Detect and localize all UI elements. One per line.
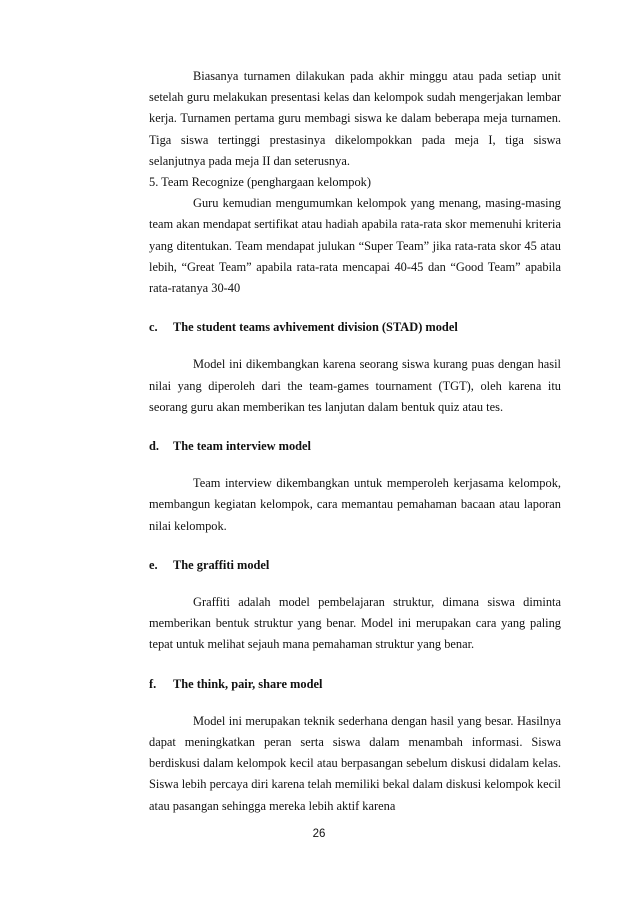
team-recognize-line: 5. Team Recognize (penghargaan kelompok) <box>149 175 371 190</box>
section-body-e: Graffiti adalah model pembelajaran struktur, dimana siswa diminta memberikan bentuk struktur yang benar. Model ini merupakan cara yang paling tepat untuk melihat sejauh mana pemahaman struktur yang benar. <box>149 595 561 652</box>
section-heading-c <box>149 317 561 338</box>
paragraph-team-recognize: Guru kemudian mengumumkan kelompok yang menang, masing-masing team akan mendapat sertifikat atau hadiah apabila rata-rata skor memenuhi kriteria yang ditentukan. Team mendapat julukan “Super Team” jika rata-rata skor 45 atau lebih, “Great Team” apabila rata-rata mencapai 40-45 dan “Good Team” apabila rata-ratanya 30-40 <box>149 196 561 296</box>
section-heading-d <box>149 436 561 457</box>
section-heading-e <box>149 555 561 576</box>
section-letter: f. <box>149 676 157 691</box>
section-letter: e. <box>149 557 158 572</box>
section-title: The team interview model <box>173 439 311 454</box>
section-body-f: Model ini merupakan teknik sederhana dengan hasil yang besar. Hasilnya dapat meningkatkan peran serta siswa dalam menambah informasi. Siswa berdiskusi dalam kelompok kecil atau berpasangan sebelum diskusi didalam kelas. Siswa lebih percaya diri karena telah memiliki bekal dalam diskusi kelompok kecil atau pasangan sehingga mereka lebih aktif karena <box>149 713 561 813</box>
section-title: The student teams avhivement division (STAD) model <box>173 320 458 335</box>
page-content <box>149 66 561 817</box>
section-title: The think, pair, share model <box>173 676 323 691</box>
page-number: 26 <box>312 828 326 840</box>
section-letter: d. <box>149 439 159 454</box>
section-letter: c. <box>149 320 158 335</box>
section-title: The graffiti model <box>173 557 270 572</box>
section-body-d: Team interview dikembangkan untuk memperoleh kerjasama kelompok, membangun kegiatan kelompok, cara memantau pemahaman bacaan atau laporan nilai kelompok. <box>149 476 561 533</box>
section-heading-f <box>149 674 561 695</box>
paragraph-turnamen: Biasanya turnamen dilakukan pada akhir minggu atau pada setiap unit setelah guru melakukan presentasi kelas dan kelompok sudah mengerjakan lembar kerja. Turnamen pertama guru membagi siswa ke dalam beberapa meja turnamen. Tiga siswa tertinggi prestasinya dikelompokkan pada meja I, tiga siswa selanjutnya pada meja II dan seterusnya. <box>149 69 561 168</box>
section-body-c: Model ini dikembangkan karena seorang siswa kurang puas dengan hasil nilai yang diperoleh dari the team-games tournament (TGT), oleh karena itu seorang guru akan memberikan tes lanjutan dalam bentuk quiz atau tes. <box>149 357 561 414</box>
